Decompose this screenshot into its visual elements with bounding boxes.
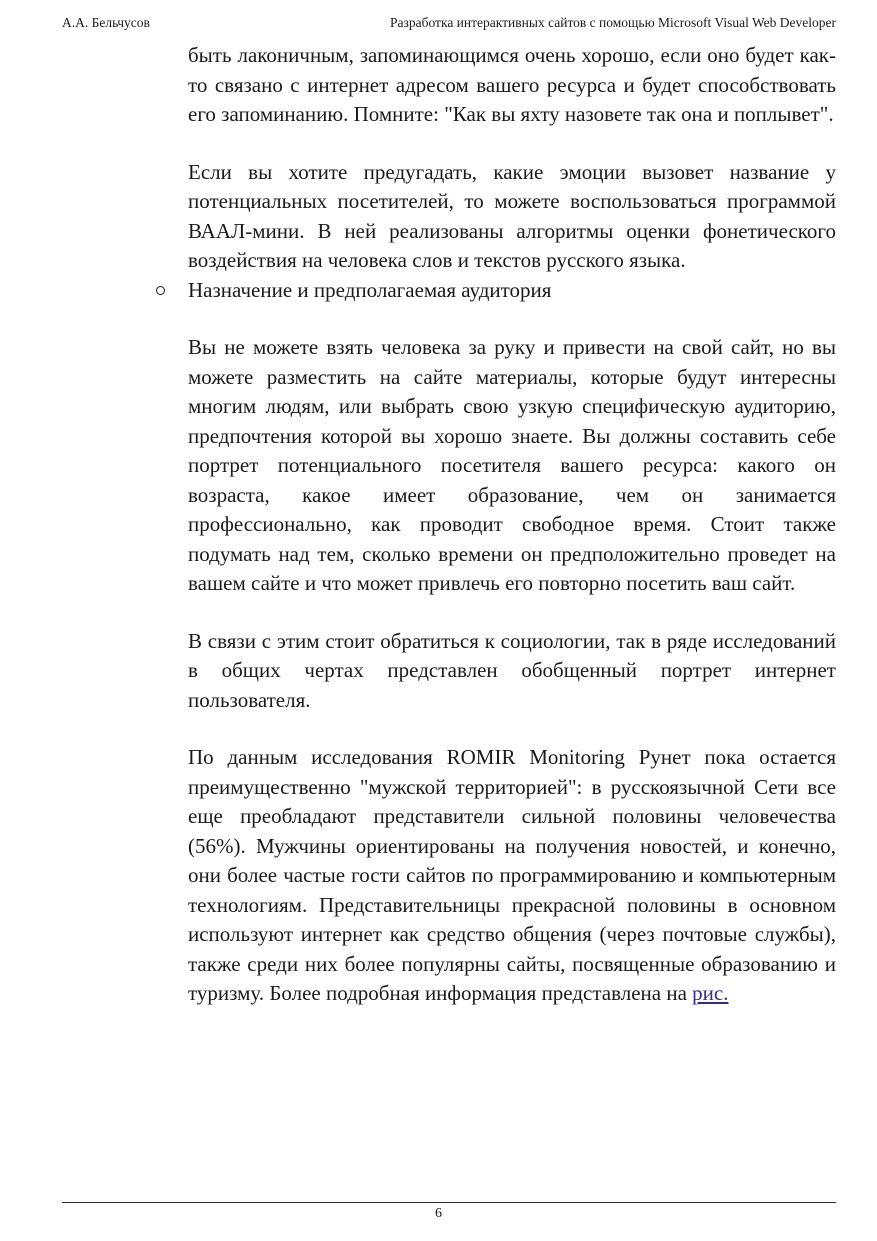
- page-content: [188, 41, 836, 1009]
- paragraph: Если вы хотите предугадать, какие эмоции вызовет название у потенциальных посетителей, то можете воспользоваться программой ВААЛ-мини. В ней реализованы алгоритмы оценки фонетического воздействия на человека слов и текстов русского языка.: [188, 159, 836, 272]
- paragraph-text: По данным исследования ROMIR Monitoring Рунет пока остается преимущественно "мужской территорией": в русскоязычной Сети все еще преобладают представители сильной половины человечества (56%). Мужчины ориентированы на получения новостей, и конечно, они более частые гости сайтов по программированию и компьютерным технологиям. Представительницы прекрасной половины в основном используют интернет как средство общения (через почтовые службы), также среди них более популярны сайты, посвященные образованию и туризму. Более подробная информация представлена на: [188, 745, 836, 1005]
- list-item-text: Назначение и предполагаемая аудитория: [188, 277, 552, 302]
- footer-divider: [62, 1202, 836, 1203]
- paragraph: В связи с этим стоит обратиться к социологии, так в ряде исследований в общих чертах представлен обобщенный портрет интернет пользователя.: [188, 628, 836, 712]
- paragraph-last: [188, 743, 836, 1009]
- header-title: Разработка интерактивных сайтов с помощью Microsoft Visual Web Developer: [390, 15, 836, 30]
- figure-link[interactable]: рис.: [692, 981, 729, 1005]
- header-author: А.А. Бельчусов: [62, 15, 150, 30]
- page-header: [62, 15, 836, 35]
- paragraph: Вы не можете взять человека за руку и привести на свой сайт, но вы можете разместить на сайте материалы, которые будут интересны многим людям, или выбрать свою узкую специфическую аудиторию, предпочтения которой вы хорошо знаете. Вы должны составить себе портрет потенциального посетителя вашего ресурса: какого он возраста, какое имеет образование, чем он занимается профессионально, как проводит свободное время. Стоит также подумать над тем, сколько времени он предположительно проведет на вашем сайте и что может привлечь его повторно посетить ваш сайт.: [188, 335, 836, 595]
- circle-bullet-icon: [156, 286, 165, 295]
- paragraph: быть лаконичным, запоминающимся очень хорошо, если оно будет как-то связано с интернет адресом вашего ресурса и будет способствовать его запоминанию. Помните: "Как вы яхту назовете так она и поплывет".: [188, 43, 836, 126]
- page-number: 6: [435, 1206, 442, 1221]
- list-item: [188, 276, 836, 306]
